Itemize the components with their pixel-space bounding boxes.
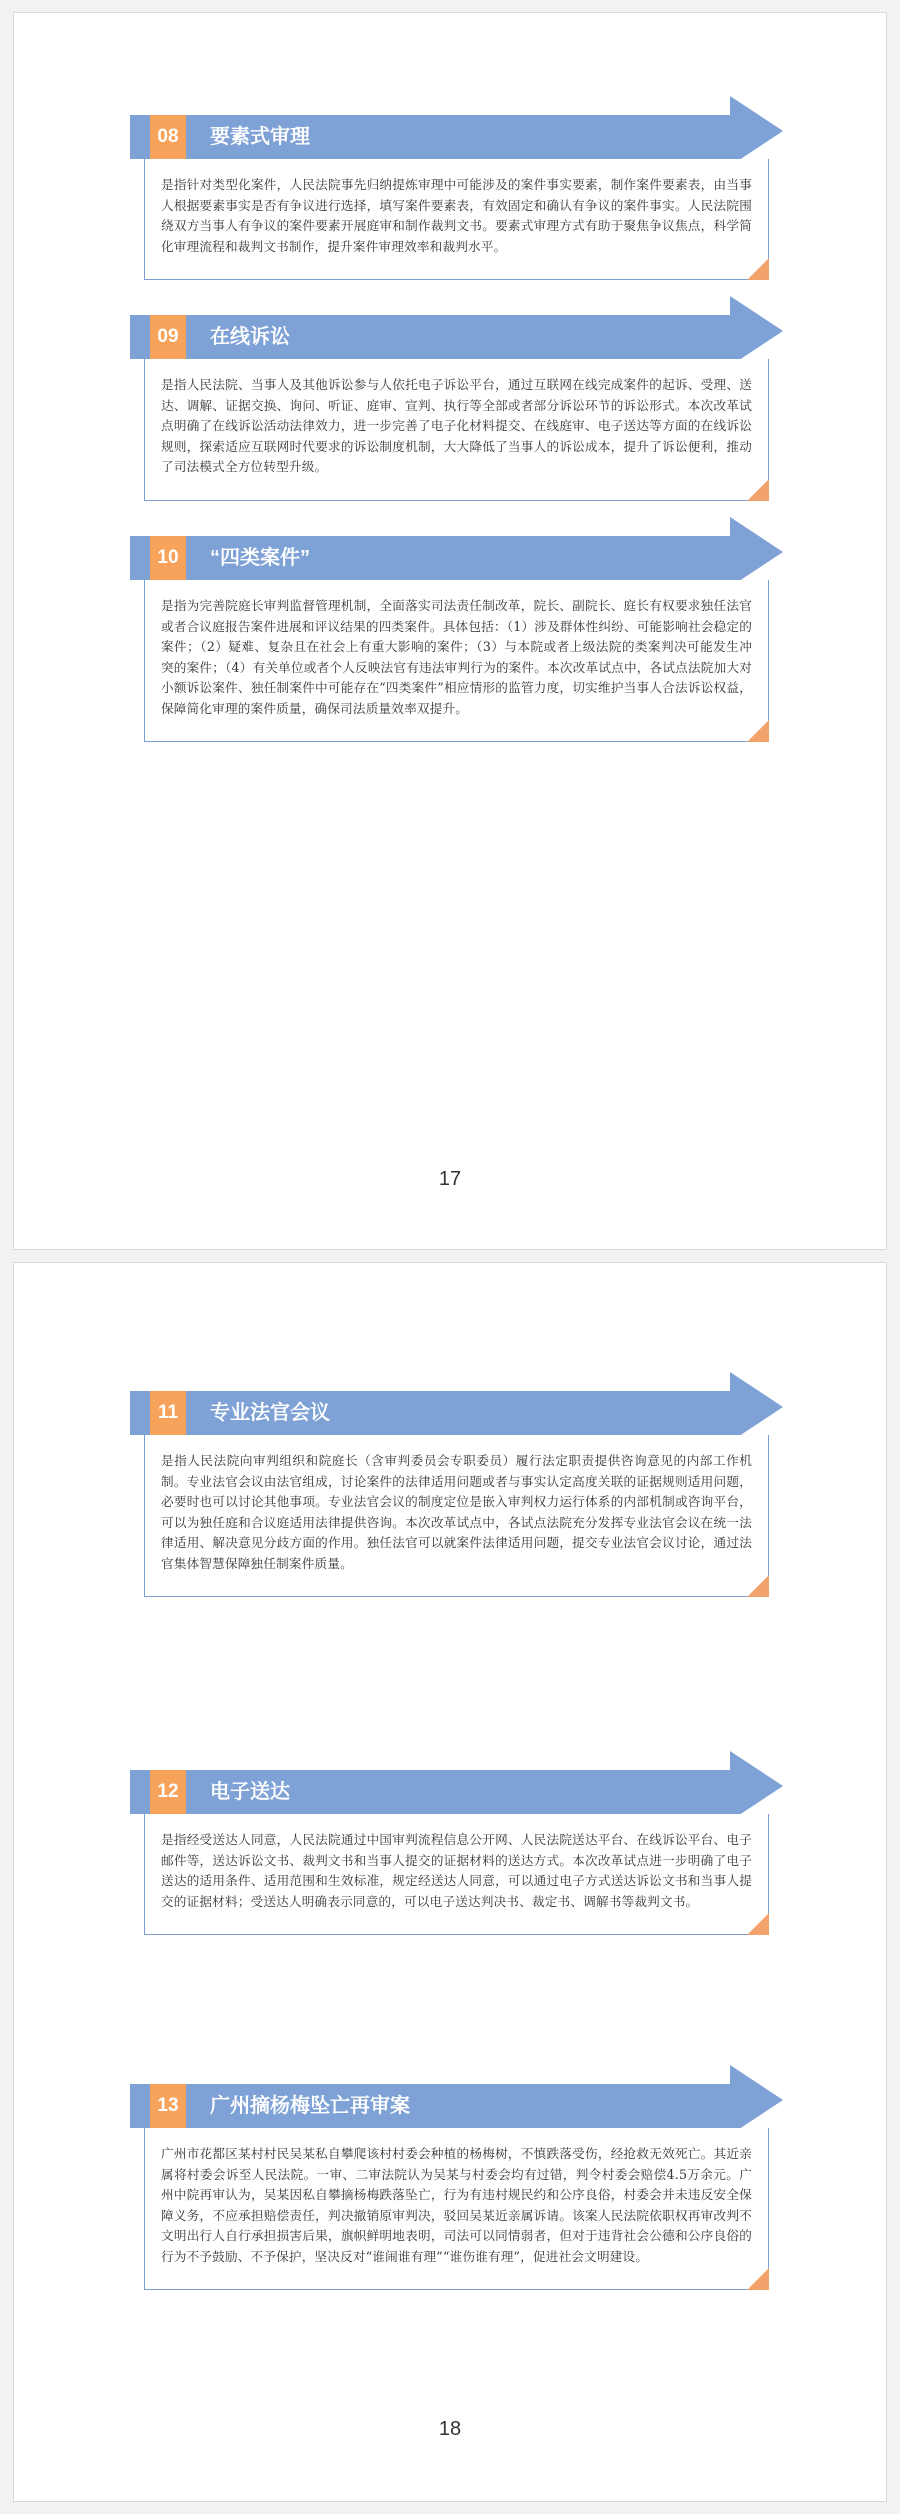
term-title: 要素式审理 bbox=[210, 126, 310, 148]
corner-mark bbox=[747, 720, 769, 742]
term-number: 13 bbox=[150, 2084, 186, 2128]
term-number: 08 bbox=[150, 115, 186, 159]
page-number: 17 bbox=[438, 1168, 462, 1190]
term-number: 09 bbox=[150, 315, 186, 359]
term-body-box bbox=[144, 159, 769, 280]
term-body-box bbox=[144, 580, 769, 742]
corner-mark bbox=[747, 479, 769, 501]
term-number: 12 bbox=[150, 1770, 186, 1814]
term-title: 电子送达 bbox=[210, 1781, 290, 1803]
term-title: 广州摘杨梅坠亡再审案 bbox=[210, 2095, 410, 2117]
term-body-box bbox=[144, 2128, 769, 2290]
term-body: 是指经受送达人同意，人民法院通过中国审判流程信息公开网、人民法院送达平台、在线诉讼平台、电子邮件等，送达诉讼文书、裁判文书和当事人提交的证据材料的送达方式。本次改革试点进一步明确了电子送达的适用条件、适用范围和生效标准，规定经送达人同意，可以通过电子方式送达诉讼文书和当事人提交的证据材料；受送达人明确表示同意的，可以电子送达判决书、裁定书、调解书等裁判文书。 bbox=[161, 1832, 752, 1909]
term-body: 是指为完善院庭长审判监督管理机制，全面落实司法责任制改革，院长、副院长、庭长有权要求独任法官或者合议庭报告案件进展和评议结果的四类案件。具体包括：（1）涉及群体性纠纷、可能影响社会稳定的案件；（2）疑难、复杂且在社会上有重大影响的案件；（3）与本院或者上级法院的类案判决可能发生冲突的案件；（4）有关单位或者个人反映法官有违法审判行为的案件。本次改革试点中，各试点法院加大对小额诉讼案件、独任制案件中可能存在“四类案件”相应情形的监管力度，切实维护当事人合法诉讼权益，保障简化审理的案件质量，确保司法质量效率双提升。 bbox=[161, 598, 752, 716]
corner-mark bbox=[747, 258, 769, 280]
term-title: “四类案件” bbox=[210, 547, 310, 569]
term-body: 是指人民法院向审判组织和院庭长（含审判委员会专职委员）履行法定职责提供咨询意见的内部工作机制。专业法官会议由法官组成，讨论案件的法律适用问题或者与事实认定高度关联的证据规则适用问题，必要时也可以讨论其他事项。专业法官会议的制度定位是嵌入审判权力运行体系的内部机制或咨询平台，可以为独任庭和合议庭适用法律提供咨询。本次改革试点中，各试点法院充分发挥专业法官会议在统一法律适用、解决意见分歧方面的作用。独任法官可以就案件法律适用问题，提交专业法官会议讨论，通过法官集体智慧保障独任制案件质量。 bbox=[161, 1453, 752, 1571]
term-body: 是指人民法院、当事人及其他诉讼参与人依托电子诉讼平台，通过互联网在线完成案件的起诉、受理、送达、调解、证据交换、询问、听证、庭审、宣判、执行等全部或者部分诉讼环节的诉讼形式。本次改革试点明确了在线诉讼活动法律效力，进一步完善了电子化材料提交、在线庭审、电子送达等方面的在线诉讼规则，探索适应互联网时代要求的诉讼制度机制，大大降低了当事人的诉讼成本，提升了诉讼便利，推动了司法模式全方位转型升级。 bbox=[161, 377, 752, 474]
corner-mark bbox=[747, 2268, 769, 2290]
corner-mark bbox=[747, 1913, 769, 1935]
term-title: 专业法官会议 bbox=[210, 1402, 330, 1424]
term-body-box bbox=[144, 1814, 769, 1935]
term-body-box bbox=[144, 359, 769, 501]
term-body: 广州市花都区某村村民吴某私自攀爬该村村委会种植的杨梅树，不慎跌落受伤，经抢救无效死亡。其近亲属将村委会诉至人民法院。一审、二审法院认为吴某与村委会均有过错，判令村委会赔偿4.5万余元。广州中院再审认为，吴某因私自攀摘杨梅跌落坠亡，行为有违村规民约和公序良俗，村委会并未违反安全保障义务，不应承担赔偿责任，判决撤销原审判决，驳回吴某近亲属诉请。该案人民法院依职权再审改判不文明出行人自行承担损害后果，旗帜鲜明地表明，司法可以同情弱者，但对于违背社会公德和公序良俗的行为不予鼓励、不予保护，坚决反对“谁闹谁有理”“谁伤谁有理”，促进社会文明建设。 bbox=[161, 2146, 752, 2264]
term-body-box bbox=[144, 1435, 769, 1597]
corner-mark bbox=[747, 1575, 769, 1597]
term-number: 10 bbox=[150, 536, 186, 580]
term-number: 11 bbox=[150, 1391, 186, 1435]
page-number: 18 bbox=[438, 2418, 462, 2440]
page-18 bbox=[13, 1262, 887, 2502]
term-body: 是指针对类型化案件，人民法院事先归纳提炼审理中可能涉及的案件事实要素，制作案件要素表，由当事人根据要素事实是否有争议进行选择，填写案件要素表，有效固定和确认有争议的案件事实。人民法院围绕双方当事人有争议的案件要素开展庭审和制作裁判文书。要素式审理方式有助于聚焦争议焦点，科学简化审理流程和裁判文书制作，提升案件审理效率和裁判水平。 bbox=[161, 177, 752, 254]
term-title: 在线诉讼 bbox=[210, 326, 290, 348]
page-17 bbox=[13, 12, 887, 1250]
